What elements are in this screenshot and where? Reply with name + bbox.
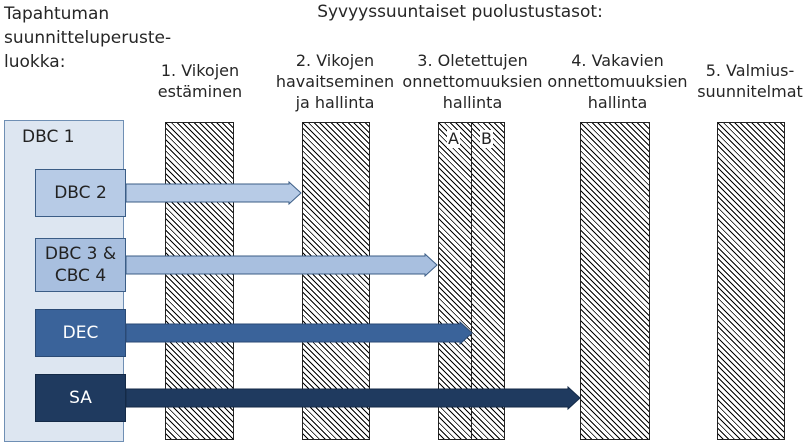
- arrow-sa: [126, 387, 580, 409]
- category-dec: DEC: [35, 309, 126, 357]
- arrow-dbc3: [126, 254, 437, 276]
- dbc1-label: DBC 1: [22, 127, 75, 147]
- category-dbc3-cbc4: DBC 3 & CBC 4: [35, 238, 126, 292]
- arrow-dbc2: [126, 182, 301, 204]
- level-3-label: 3. Oletettujen onnettomuuksien hallinta: [402, 51, 543, 112]
- level-5-label: 5. Valmius- suunnitelmat: [697, 61, 803, 101]
- category-sa: SA: [35, 374, 126, 422]
- level-4-label: 4. Vakavien onnettomuuksien hallinta: [547, 51, 688, 112]
- arrow-dec: [126, 322, 472, 344]
- category-dbc2: DBC 2: [35, 169, 126, 217]
- sublevel-a-label: A: [448, 129, 459, 148]
- level-2-label: 2. Vikojen havaitseminen ja hallinta: [275, 51, 395, 112]
- sublevel-b-label: B: [481, 129, 492, 148]
- top-header: Syvyyssuuntaiset puolustustasot:: [317, 2, 603, 22]
- left-header: Tapahtuman suunnitteluperuste- luokka:: [4, 4, 172, 72]
- level-1-label: 1. Vikojen estäminen: [157, 61, 243, 101]
